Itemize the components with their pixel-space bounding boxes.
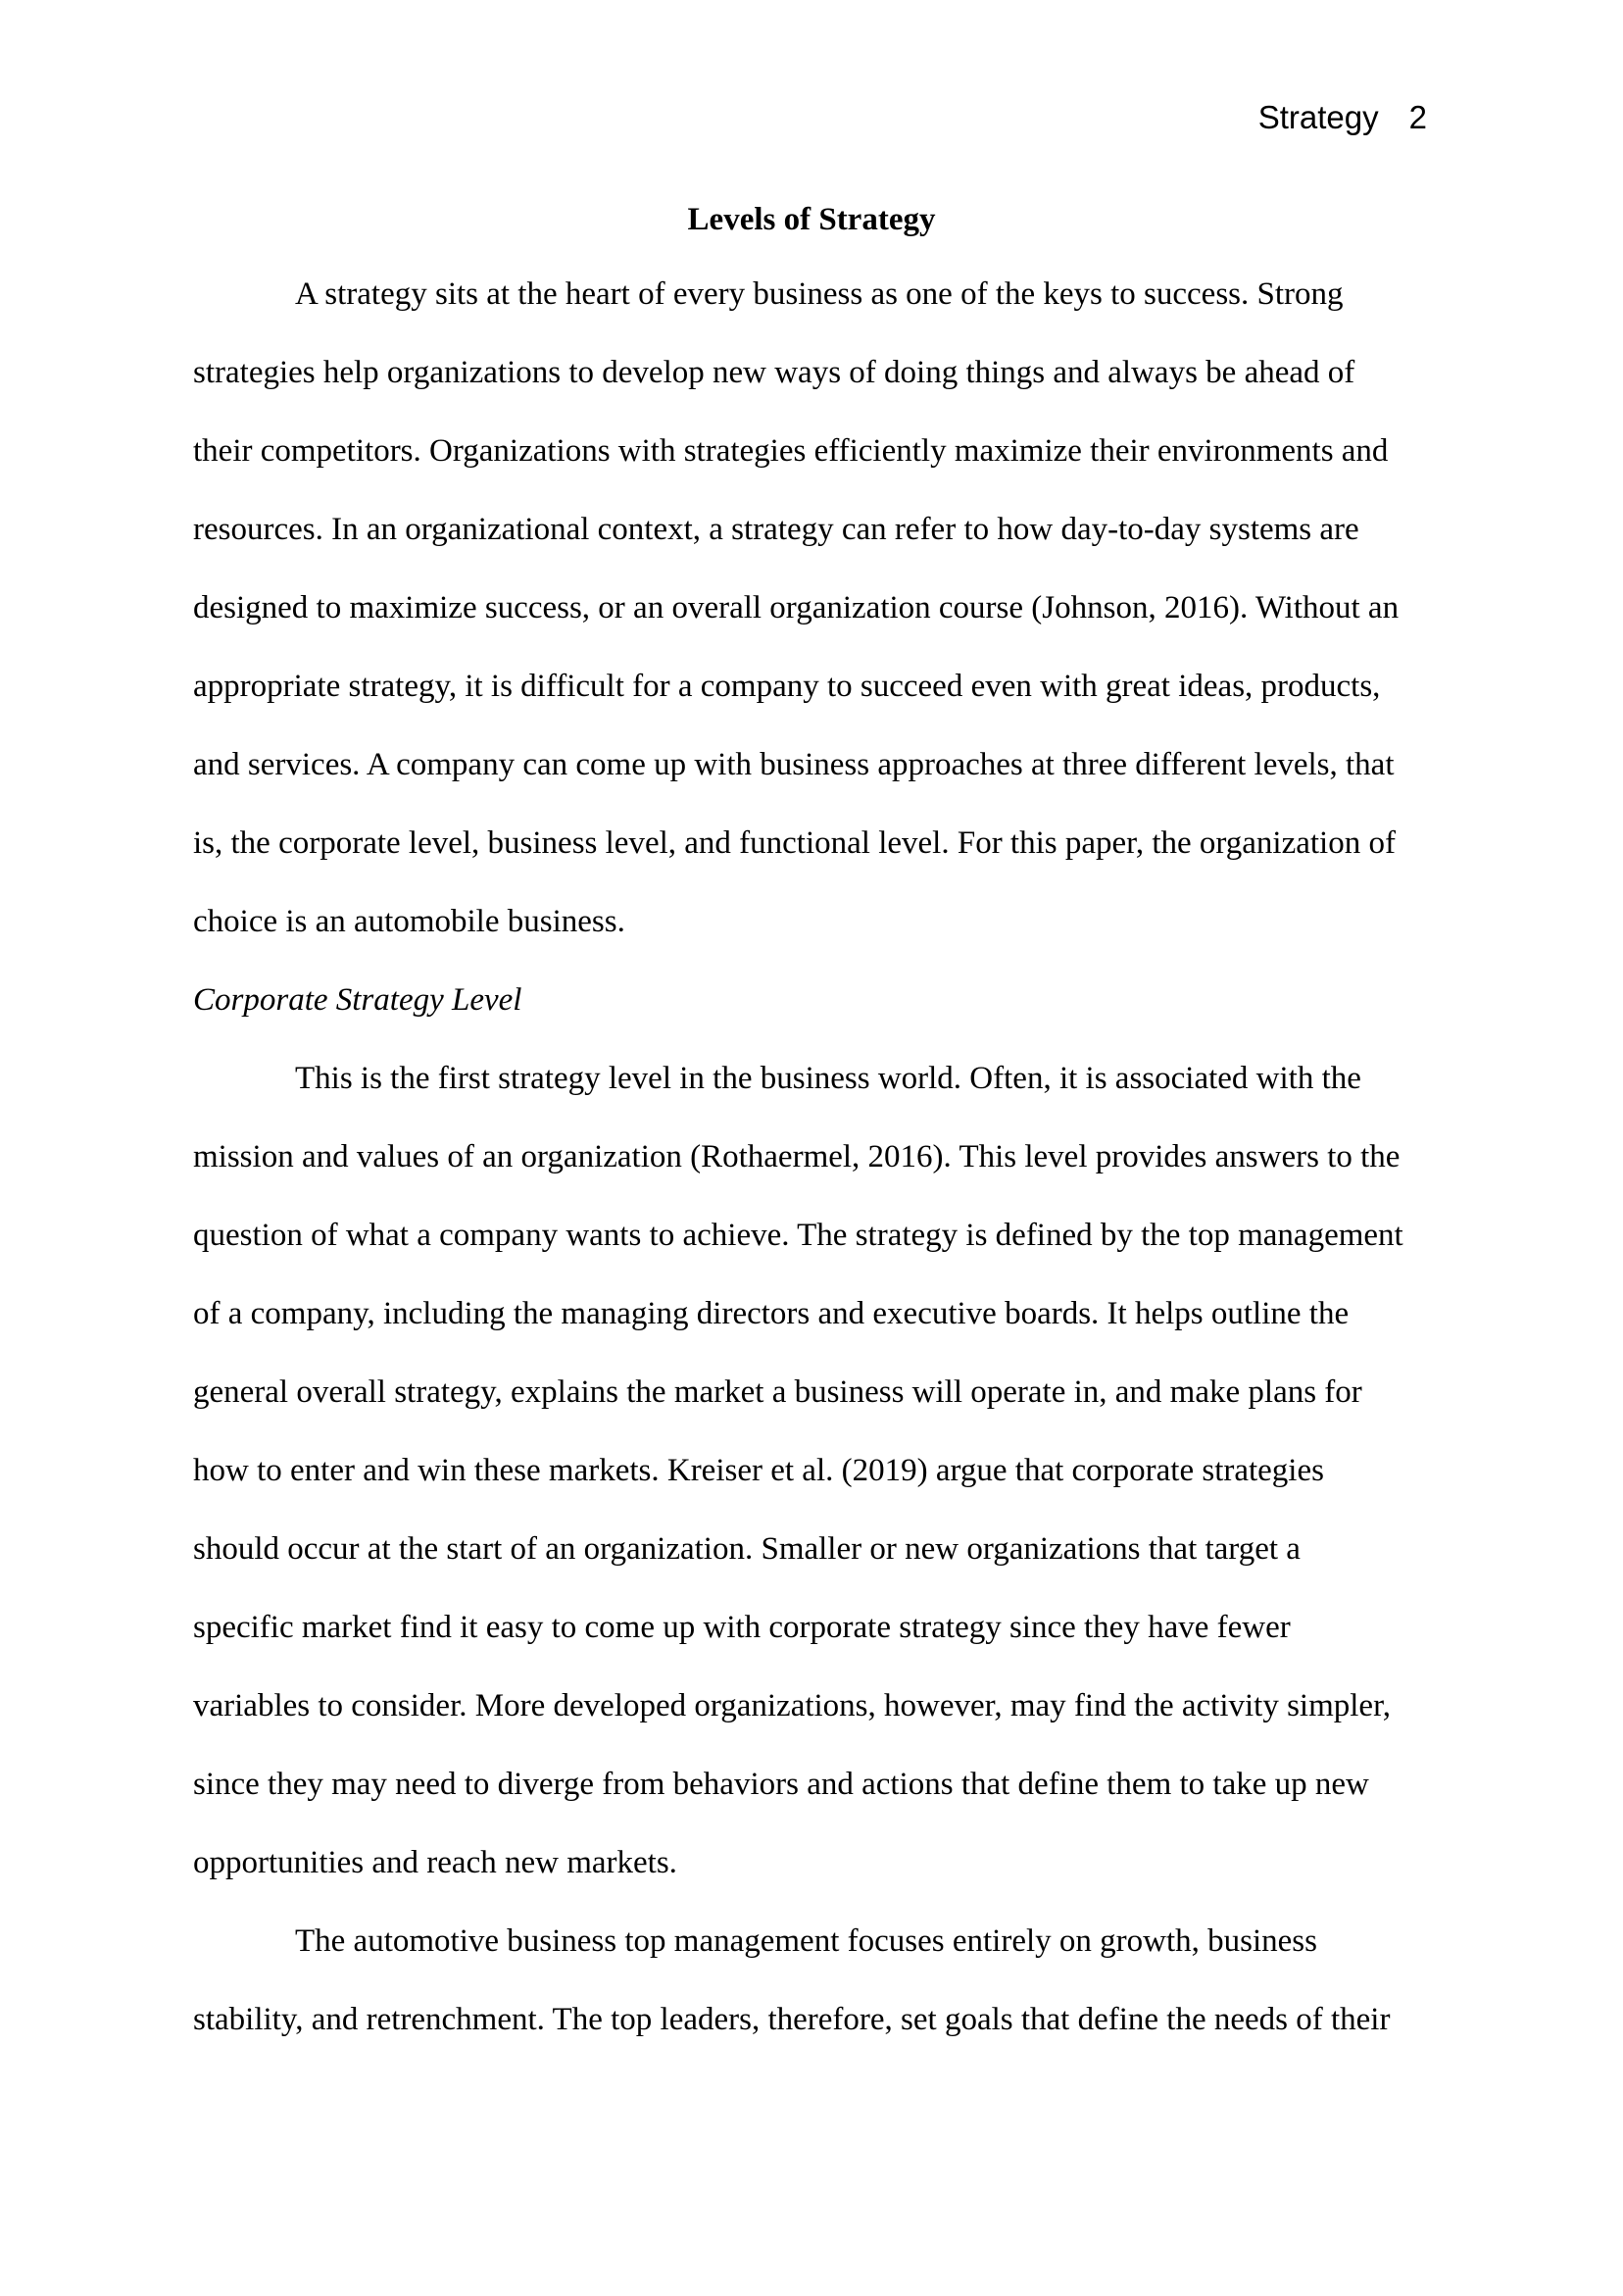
text-line: designed to maximize success, or an overall organization course (Johnson, 2016). Without an bbox=[193, 590, 1400, 625]
text-line: A strategy sits at the heart of every business as one of the keys to success. Strong bbox=[295, 276, 1344, 312]
text-line: appropriate strategy, it is difficult for a company to succeed even with great ideas, products, bbox=[193, 669, 1381, 704]
section-heading bbox=[193, 961, 1457, 1039]
text-line: their competitors. Organizations with strategies efficiently maximize their environments and bbox=[193, 433, 1389, 469]
text-line: Corporate Strategy Level bbox=[193, 982, 522, 1018]
text-line: variables to consider. More developed organizations, however, may find the activity simpler, bbox=[193, 1688, 1391, 1723]
text-line: how to enter and win these markets. Kreiser et al. (2019) argue that corporate strategies bbox=[193, 1453, 1324, 1488]
text-line: and services. A company can come up with business approaches at three different levels, that bbox=[193, 747, 1395, 782]
text-line: is, the corporate level, business level, and functional level. For this paper, the organization of bbox=[193, 825, 1396, 861]
text-line: specific market find it easy to come up with corporate strategy since they have fewer bbox=[193, 1610, 1291, 1645]
paragraph bbox=[193, 1039, 1457, 1902]
page-header bbox=[1258, 99, 1427, 136]
text-line: should occur at the start of an organization. Smaller or new organizations that target a bbox=[193, 1531, 1301, 1567]
text-line: choice is an automobile business. bbox=[193, 904, 625, 939]
running-head: Strategy bbox=[1257, 99, 1379, 135]
text-line: general overall strategy, explains the market a business will operate in, and make plans for bbox=[193, 1374, 1362, 1410]
document-title: Levels of Strategy bbox=[687, 202, 936, 237]
text-line: since they may need to diverge from behaviors and actions that define them to take up new bbox=[193, 1767, 1369, 1802]
text-line: resources. In an organizational context, a strategy can refer to how day-to-day systems are bbox=[193, 512, 1359, 547]
text-line: mission and values of an organization (Rothaermel, 2016). This level provides answers to the bbox=[193, 1139, 1401, 1174]
page-number: 2 bbox=[1408, 99, 1427, 135]
text-line: strategies help organizations to develop new ways of doing things and always be ahead of bbox=[193, 355, 1355, 390]
text-line: question of what a company wants to achieve. The strategy is defined by the top management bbox=[193, 1218, 1403, 1253]
paragraph bbox=[193, 255, 1457, 961]
paragraph bbox=[193, 1902, 1457, 2059]
text-line: The automotive business top management focuses entirely on growth, business bbox=[295, 1923, 1317, 1959]
document-body bbox=[193, 255, 1457, 2059]
text-line: This is the first strategy level in the business world. Often, it is associated with the bbox=[295, 1061, 1361, 1096]
text-line: of a company, including the managing directors and executive boards. It helps outline the bbox=[193, 1296, 1350, 1331]
text-line: opportunities and reach new markets. bbox=[193, 1845, 677, 1880]
text-line: stability, and retrenchment. The top leaders, therefore, set goals that define the needs of their bbox=[193, 2002, 1391, 2037]
